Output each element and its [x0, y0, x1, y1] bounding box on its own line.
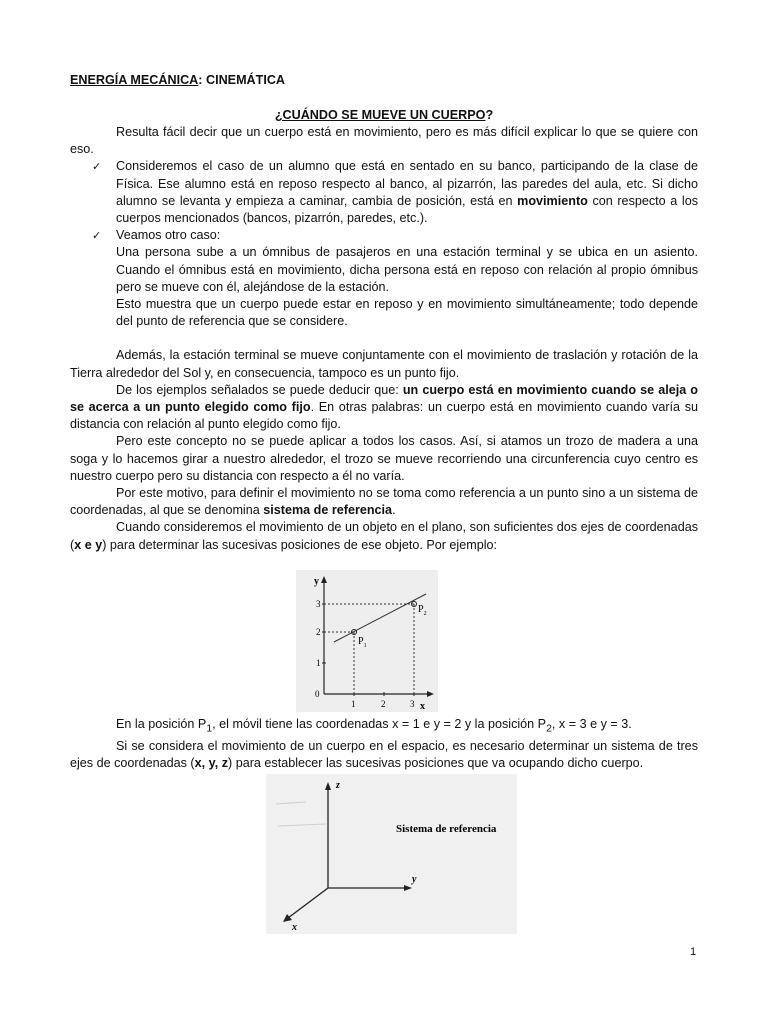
- bullet2-text: Veamos otro caso:: [116, 228, 221, 243]
- x-tick-3: 3: [410, 699, 415, 709]
- figure-3d-svg: [266, 774, 517, 934]
- title-rest: : CINEMÁTICA: [198, 73, 286, 87]
- espacio-text-b: ) para establecer las sucesivas posiciones que va ocupando dicho cuerpo.: [228, 755, 644, 770]
- y-axis-label: y: [314, 576, 319, 587]
- p2-label: $P_2$: [418, 604, 427, 617]
- intro-paragraph: Resulta fácil decir que un cuerpo está en movimiento, pero es más difícil explicar lo que se quiere con eso.: [70, 125, 698, 157]
- figure-3d-reference-system: [266, 774, 517, 934]
- body-block-top: [70, 124, 698, 554]
- espacio-paragraph: [70, 738, 698, 772]
- z-axis-arrow-icon: [325, 782, 331, 790]
- sistema-bold: sistema de referencia: [263, 503, 393, 518]
- deduce-bold: un cuerpo está en movimiento cuando se aleja o se acerca a un punto elegido como fijo: [70, 382, 698, 415]
- y-axis-label: y: [412, 874, 417, 885]
- ademas-paragraph: Además, la estación terminal se mueve conjuntamente con el movimiento de traslación y rotación de la Tierra alrededor del Sol y, en consecuencia, tampoco es un punto fijo.: [70, 348, 698, 380]
- trajectory-line: [334, 594, 426, 642]
- y-axis-arrow-icon: [321, 576, 327, 583]
- bullet1-bold: movimiento: [517, 193, 588, 208]
- deduce-paragraph: [70, 382, 698, 434]
- soga-paragraph: Pero este concepto no se puede aplicar a todos los casos. Así, si atamos un trozo de madera a una soga y lo hacemos girar a nuestro alrededor, el trozo se mueve recorriendo una circunferencia cuyo centro es nuestro cuerpo pero su distancia con respecto a él no varía.: [70, 434, 698, 483]
- posicion-paragraph: [70, 716, 698, 738]
- bullet-item-1: [70, 158, 698, 227]
- pos-sub-2: 2: [546, 722, 552, 735]
- plano-text-b: ) para determinar las sucesivas posiciones de ese objeto. Por ejemplo:: [102, 537, 498, 552]
- x-tick-2: 2: [381, 699, 386, 709]
- y-tick-1: 1: [316, 658, 321, 668]
- document-title: [70, 73, 285, 87]
- sistema-text-a: Por este motivo, para definir el movimiento no se toma como referencia a un punto sino a un sistema de coordenadas, al que se denomina: [70, 486, 698, 518]
- y-tick-0: 0: [315, 689, 320, 699]
- x-tick-1: 1: [351, 699, 356, 709]
- x-axis-label: x: [292, 922, 297, 933]
- sistema-text-b: .: [392, 503, 396, 518]
- plano-bold: x e y: [74, 537, 103, 552]
- checkmark-icon: ✓: [92, 229, 102, 243]
- pos-text-a: En la posición P: [116, 717, 207, 731]
- bullet-item-2: [70, 227, 698, 244]
- section-question-mark: ?: [485, 108, 494, 122]
- bullet1-text-a: Consideremos el caso de un alumno que está en sentado en su banco, participando de la clase de Física. Ese alumno está en reposo respecto al banco, al pizarrón, las paredes del aula, etc. Si dicho alumno se levanta y empieza a caminar, cambia de posición, está en: [116, 159, 698, 208]
- deduce-text-b: . En otras palabras: un cuerpo está en movimiento cuando varía su distancia con relación al punto elegido como fijo.: [70, 400, 699, 432]
- background-smudge: [276, 802, 306, 804]
- pos-text-c: , x = 3 e y = 3.: [551, 717, 632, 731]
- plano-text-a: Cuando consideremos el movimiento de un objeto en el plano, son suficientes dos ejes de coordenadas (: [70, 520, 698, 552]
- y-tick-3: 3: [316, 599, 321, 609]
- x-axis-arrow-icon: [427, 691, 434, 697]
- section-question: ¿CUÁNDO SE MUEVE UN CUERPO: [274, 108, 486, 122]
- background-smudge: [278, 824, 326, 826]
- x-axis: [288, 888, 328, 918]
- body-block-bottom: [70, 716, 698, 772]
- pos-sub-1: 1: [206, 722, 213, 735]
- section-heading: [0, 108, 768, 122]
- figure-2d-svg: [296, 570, 438, 712]
- pos-text-b: , el móvil tiene las coordenadas x = 1 e y = 2 y la posición P: [212, 717, 547, 731]
- y-tick-2: 2: [316, 627, 321, 637]
- bullet2-paragraph-1: Una persona sube a un ómnibus de pasajeros en una estación terminal y se ubica en un asiento. Cuando el ómnibus está en movimiento, dicha persona está en reposo con relación al propio ómnibus pero se mueve con él, alejándose de la estación.: [116, 245, 698, 294]
- checkmark-icon: ✓: [92, 160, 102, 174]
- espacio-bold: x, y, z: [194, 755, 228, 770]
- title-underlined: ENERGÍA MECÁNICA: [70, 73, 199, 87]
- x-axis-label: x: [420, 701, 425, 712]
- y-axis-arrow-icon: [404, 885, 412, 891]
- p1-label: $P_1$: [358, 636, 367, 649]
- deduce-text-a: De los ejemplos señalados se puede deducir que:: [116, 382, 403, 397]
- bullet1-text-b: con respecto a los cuerpos mencionados (bancos, pizarrón, paredes, etc.).: [116, 193, 698, 226]
- figure-caption: Sistema de referencia: [396, 823, 497, 835]
- figure-2d-coordinates: [296, 570, 438, 712]
- bullet2-paragraph-2: Esto muestra que un cuerpo puede estar en reposo y en movimiento simultáneamente; todo depende del punto de referencia que se considere.: [116, 297, 698, 329]
- plano-paragraph: [70, 519, 698, 553]
- page-number: 1: [690, 946, 697, 958]
- sistema-paragraph: [70, 485, 698, 519]
- paragraph-gap: [70, 330, 698, 347]
- espacio-text-a: Si se considera el movimiento de un cuerpo en el espacio, es necesario determinar un sistema de tres ejes de coordenadas (: [70, 738, 698, 770]
- z-axis-label: z: [336, 780, 340, 791]
